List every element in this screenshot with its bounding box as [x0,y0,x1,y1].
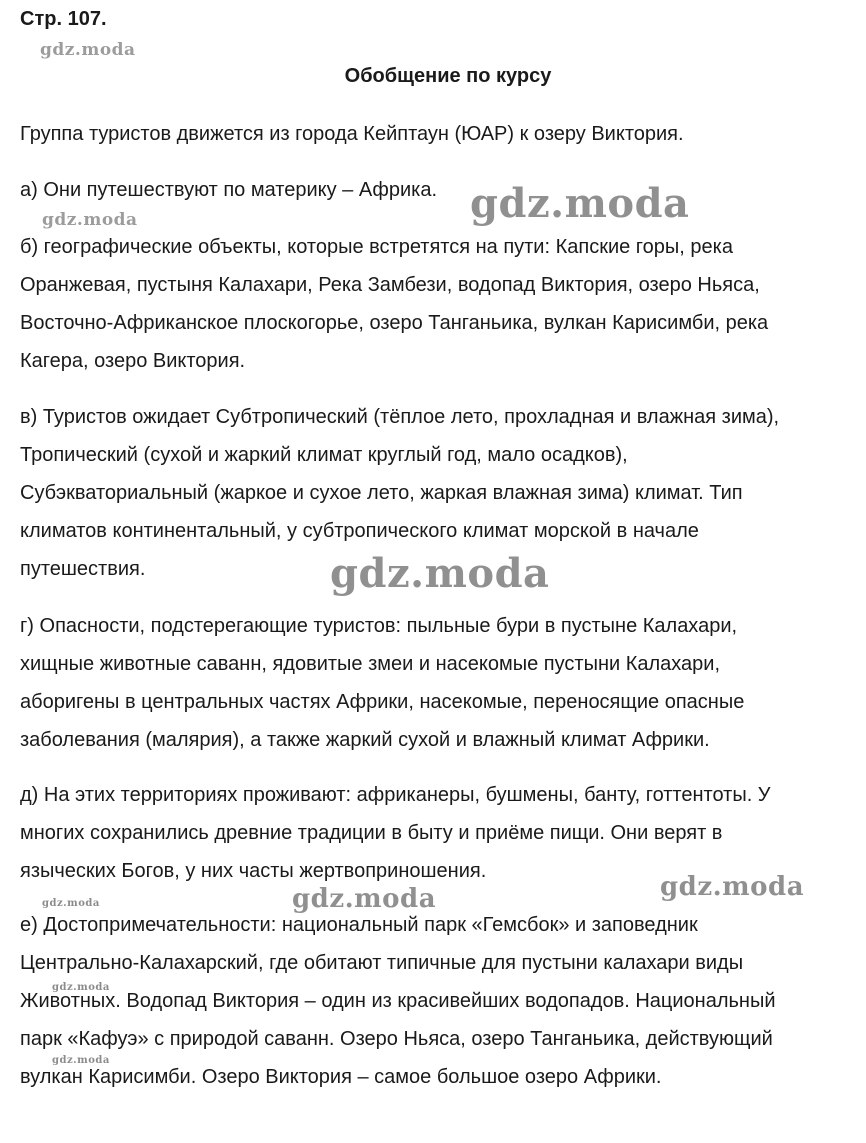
text-line: заболевания (малярия), а также жаркий сухой и влажный климат Африки. [20,729,710,751]
text-line: вулкан Карисимби. Озеро Виктория – самое большое озеро Африки. [20,1066,662,1088]
watermark-logo: gdz.moda [470,180,690,227]
watermark-logo: gdz.moda [52,982,110,993]
text-line: Тропический (сухой и жаркий климат круглый год, мало осадков), [20,444,628,466]
text-line: многих сохранились древние традиции в быту и приёме пищи. Они верят в [20,822,723,844]
text-line: Группа туристов движется из города Кейптаун (ЮАР) к озеру Виктория. [20,123,684,145]
watermark-logo: gdz.moda [52,1055,110,1066]
watermark-logo: gdz.moda [42,898,100,909]
paragraph-e [20,906,860,1096]
paragraph-d [20,776,860,890]
watermark-logo: gdz.moda [40,40,136,60]
text-line: климатов континентальный, у субтропического климат морской в начале [20,520,699,542]
watermark-logo: gdz.moda [42,210,138,230]
paragraph-a [20,171,860,209]
text-line: Кагера, озеро Виктория. [20,350,246,372]
text-line: Животных. Водопад Виктория – один из красивейших водопадов. Национальный [20,990,776,1012]
text-line: аборигены в центральных частях Африки, насекомые, переносящие опасные [20,691,745,713]
text-line: г) Опасности, подстерегающие туристов: пыльные бури в пустыне Калахари, [20,615,738,637]
text-line: д) На этих территориях проживают: африканеры, бушмены, банту, готтентоты. У [20,784,771,806]
paragraph-g [20,607,860,759]
watermark-logo: gdz.moda [660,872,805,902]
text-line: путешествия. [20,558,146,580]
paragraph-intro [20,115,860,153]
text-line: парк «Кафуэ» с природой саванн. Озеро Ньяса, озеро Танганьика, действующий [20,1028,773,1050]
text-line: хищные животные саванн, ядовитые змеи и насекомые пустыни Калахари, [20,653,721,675]
text-line: Восточно-Африканское плоскогорье, озеро Танганьика, вулкан Карисимби, река [20,312,769,334]
text-line: б) географические объекты, которые встретятся на пути: Капские горы, река [20,236,733,258]
watermark-logo: gdz.moda [330,550,550,597]
text-line: в) Туристов ожидает Субтропический (тёплое лето, прохладная и влажная зима), [20,406,780,428]
text-line: Субэкваториальный (жаркое и сухое лето, жаркая влажная зима) климат. Тип [20,482,743,504]
page-title: Обобщение по курсу [344,65,552,87]
paragraph-v [20,398,860,588]
text-line: е) Достопримечательности: национальный парк «Гемсбок» и заповедник [20,914,698,936]
text-line: а) Они путешествуют по материку – Африка. [20,179,438,201]
text-line: языческих Богов, у них часты жертвоприношения. [20,860,487,882]
page-number: Стр. 107. [20,8,107,30]
watermark-logo: gdz.moda [292,884,437,914]
paragraph-b [20,228,860,380]
text-line: Оранжевая, пустыня Калахари, Река Замбези, водопад Виктория, озеро Ньяса, [20,274,760,296]
text-line: Центрально-Калахарский, где обитают типичные для пустыни калахари виды [20,952,744,974]
